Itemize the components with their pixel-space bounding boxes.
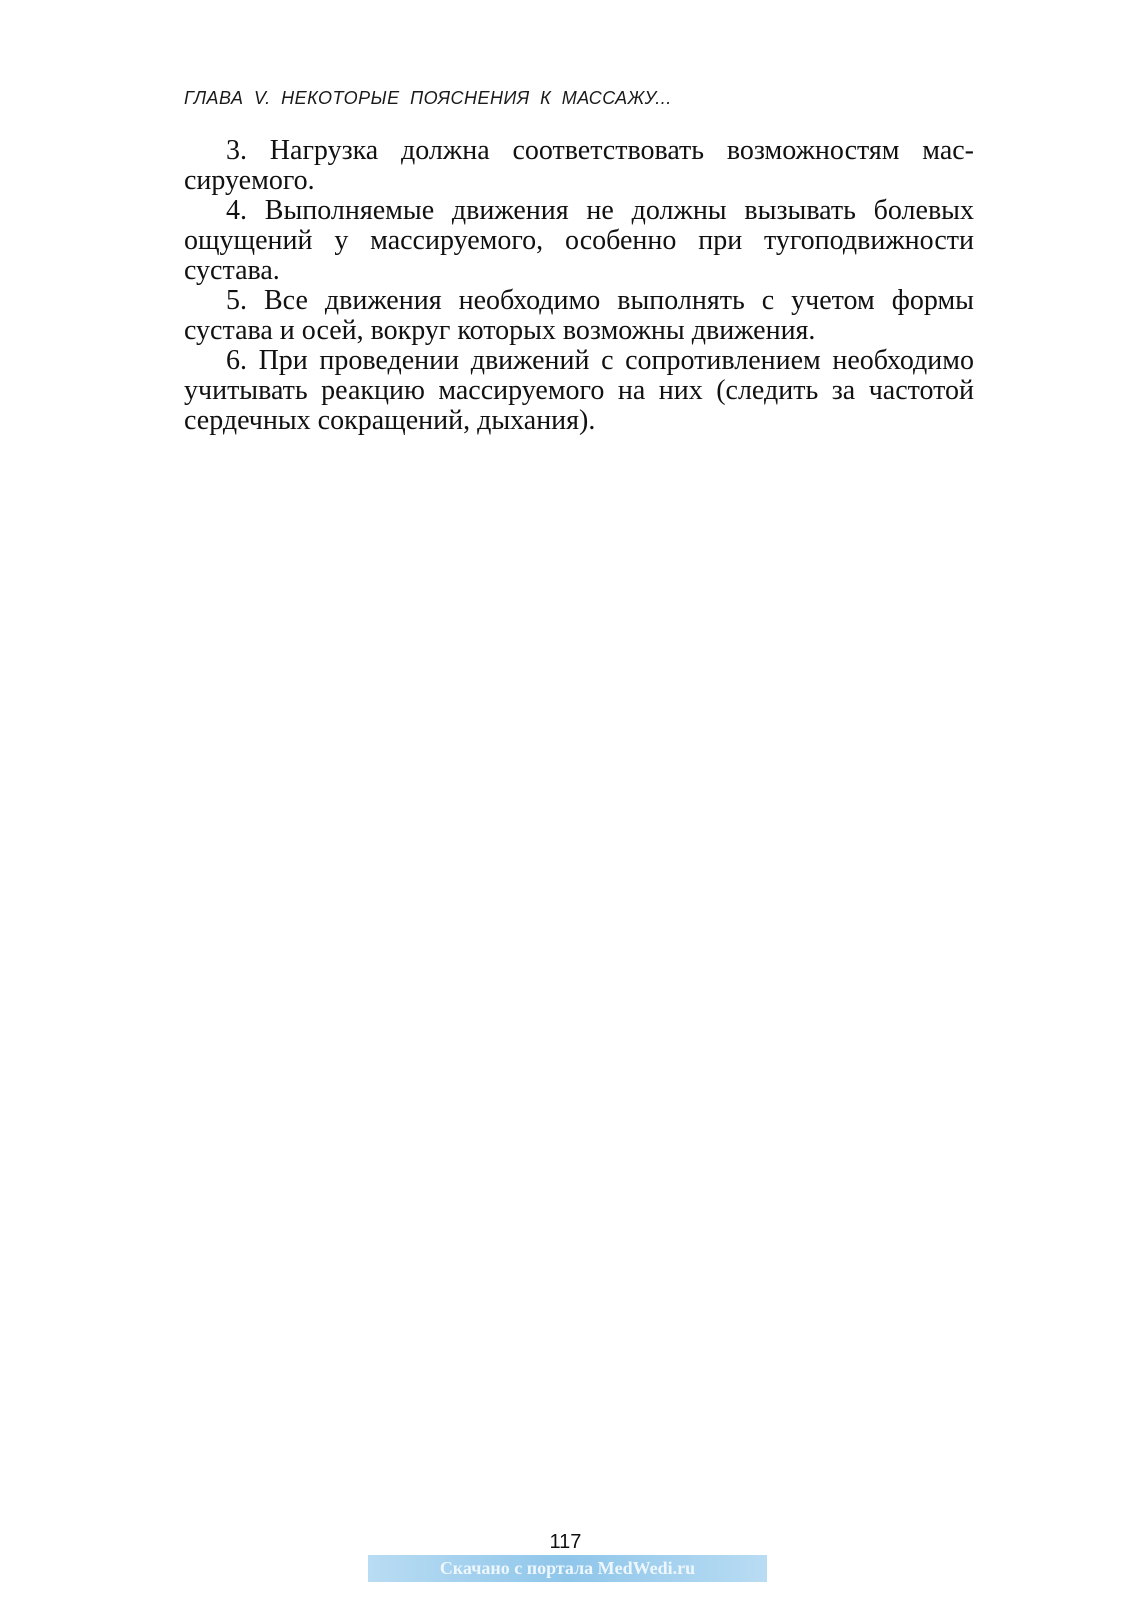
running-head: ГЛАВА V. НЕКОТОРЫЕ ПОЯСНЕНИЯ К МАССАЖУ... <box>184 88 672 108</box>
paragraph-3: 3. Нагрузка должна соответствовать возможностям массируемого. <box>184 135 974 196</box>
paragraph-5: 5. Все движения необходимо выполнять с учетом формы сустава и осей, вокруг которых возможны движения. <box>184 285 974 346</box>
page-number: 117 <box>549 1531 582 1553</box>
paragraph-6: 6. При проведении движений с сопротивлением необходимо учитывать реакцию массируемого на них (следить за частотой сердечных сокращений, дыхания). <box>184 345 974 436</box>
body-text <box>184 136 974 436</box>
paragraph-4: 4. Выполняемые движения не должны вызывать болевых ощущений у массируемого, особенно при тугоподвижности сустава. <box>184 195 974 286</box>
watermark-banner: Скачано с портала MedWedi.ru <box>368 1555 767 1582</box>
